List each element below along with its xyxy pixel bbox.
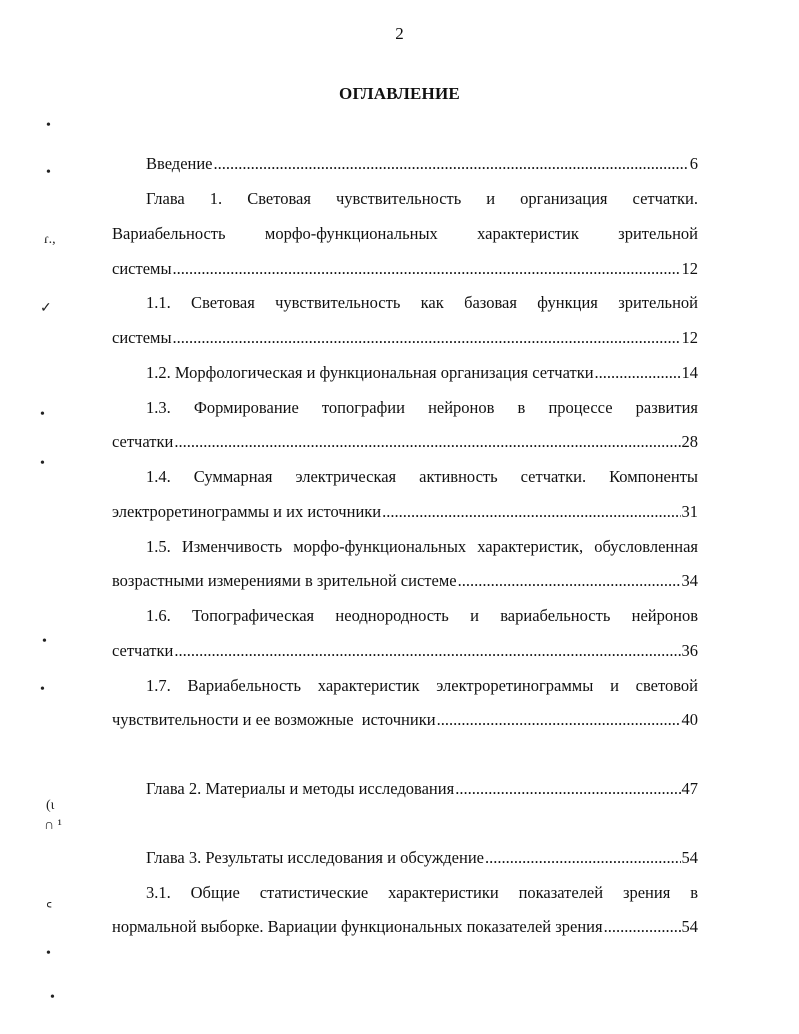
scan-speck: •	[50, 990, 55, 1005]
toc-entry-text: 1.2. Морфологическая и функциональная организация сетчатки	[146, 363, 594, 382]
toc-page-number: 34	[681, 571, 698, 590]
toc-page-number: 14	[681, 363, 698, 382]
leader-dots	[595, 361, 681, 385]
leader-dots	[173, 326, 681, 350]
leader-dots	[455, 777, 680, 801]
toc-page-number: 31	[681, 502, 698, 521]
toc-entry-1-6-line2[interactable]	[112, 639, 698, 663]
leader-dots	[174, 639, 680, 663]
scan-speck: ✓	[40, 301, 52, 316]
toc-entry-text: системы	[112, 259, 172, 278]
scan-speck: •	[40, 407, 45, 422]
page-number: 2	[395, 24, 404, 43]
toc-entry-text: Глава 3. Результаты исследования и обсуждение	[146, 848, 484, 867]
toc-entry-1-1-line1[interactable]: 1.1. Световая чувствительность как базовая функция зрительной	[146, 293, 698, 312]
leader-dots	[382, 500, 680, 524]
scan-speck: ɾ.,	[44, 232, 56, 247]
toc-entry-chapter3[interactable]	[112, 846, 698, 870]
scan-speck: •	[46, 946, 51, 961]
scan-speck: •	[40, 682, 45, 697]
toc-entry-chapter1-line2[interactable]: Вариабельность морфо-функциональных характеристик зрительной	[112, 224, 698, 243]
toc-entry-text: Введение	[146, 154, 213, 173]
toc-entry-1-7-line2[interactable]	[112, 708, 698, 732]
toc-entry-1-5-line2[interactable]	[112, 569, 698, 593]
leader-dots	[604, 915, 681, 939]
toc-entry-text: сетчатки	[112, 641, 174, 660]
leader-dots	[458, 569, 681, 593]
toc-entry-1-6-line1[interactable]: 1.6. Топографическая неоднородность и вариабельность нейронов	[146, 606, 698, 625]
toc-entry-1-7-line1[interactable]: 1.7. Вариабельность характеристик электроретинограммы и световой	[146, 676, 698, 695]
scan-speck: •	[46, 118, 51, 133]
toc-entry-text: Глава 2. Материалы и методы исследования	[146, 779, 455, 798]
toc-page-number: 28	[681, 432, 698, 451]
toc-entry-chapter1-line3[interactable]	[112, 257, 698, 281]
toc-page-number: 47	[681, 779, 698, 798]
toc-entry-text: нормальной выборке. Вариации функциональных показателей зрения	[112, 917, 603, 936]
toc-entry-text: электроретинограммы и их источники	[112, 502, 382, 521]
toc-entry-chapter2[interactable]	[112, 777, 698, 801]
leader-dots	[214, 152, 689, 176]
scan-speck: •	[42, 634, 47, 649]
toc-entry-3-1-line2[interactable]	[112, 915, 698, 939]
toc-page-number: 40	[681, 710, 698, 729]
toc-entry-text: возрастными измерениями в зрительной системе	[112, 571, 457, 590]
toc-page-number: 12	[681, 259, 698, 278]
toc-entry-intro[interactable]	[112, 152, 698, 176]
toc-page-number: 54	[681, 848, 698, 867]
toc-entry-1-5-line1[interactable]: 1.5. Изменчивость морфо-функциональных характеристик, обусловленная	[146, 537, 698, 556]
toc-entry-text: чувствительности и ее возможные источники	[112, 710, 436, 729]
scan-speck: ᑦ	[46, 901, 53, 916]
toc-entry-1-4-line1[interactable]: 1.4. Суммарная электрическая активность сетчатки. Компоненты	[146, 467, 698, 486]
scan-speck: (ι	[46, 798, 55, 813]
leader-dots	[437, 708, 681, 732]
toc-entry-1-3-line1[interactable]: 1.3. Формирование топографии нейронов в процессе развития	[146, 398, 698, 417]
leader-dots	[174, 430, 680, 454]
page-title: ОГЛАВЛЕНИЕ	[339, 84, 460, 103]
toc-page-number: 6	[689, 154, 698, 173]
scan-speck: ∩ ¹	[44, 818, 62, 833]
scan-speck: •	[46, 165, 51, 180]
toc-entry-chapter1-line1[interactable]: Глава 1. Световая чувствительность и организация сетчатки.	[146, 189, 698, 208]
toc-page-number: 54	[681, 917, 698, 936]
leader-dots	[173, 257, 681, 281]
toc-entry-1-2[interactable]	[112, 361, 698, 385]
leader-dots	[485, 846, 681, 870]
toc-entry-1-1-line2[interactable]	[112, 326, 698, 350]
toc-entry-1-3-line2[interactable]	[112, 430, 698, 454]
toc-entry-1-4-line2[interactable]	[112, 500, 698, 524]
toc-page-number: 36	[681, 641, 698, 660]
scan-speck: •	[40, 456, 45, 471]
toc-page-number: 12	[681, 328, 698, 347]
toc-entry-3-1-line1[interactable]: 3.1. Общие статистические характеристики показателей зрения в	[146, 883, 698, 902]
toc-entry-text: сетчатки	[112, 432, 174, 451]
toc-entry-text: системы	[112, 328, 172, 347]
